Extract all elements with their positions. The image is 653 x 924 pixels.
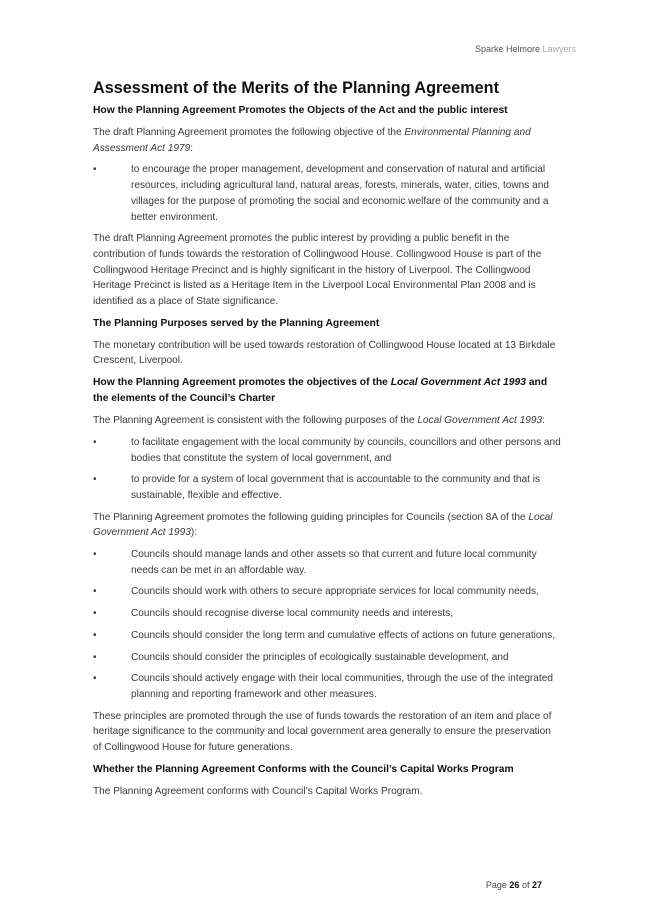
page-total: 27 bbox=[531, 880, 542, 890]
header-brand-sub: Lawyers bbox=[539, 44, 576, 54]
section-heading-capital-works: Whether the Planning Agreement Conforms with the Council’s Capital Works Program bbox=[93, 763, 514, 775]
objects-list bbox=[93, 162, 561, 225]
bullet-icon: • bbox=[93, 474, 97, 486]
list-item: • to provide for a system of local government that is accountable to the community and that is sustainable, flexible and effective. bbox=[93, 474, 541, 501]
list-item: • Councils should consider the principles of ecologically sustainable development, and bbox=[93, 650, 561, 666]
bullet-icon: • bbox=[93, 164, 97, 176]
of-label: of bbox=[521, 880, 530, 890]
page-header bbox=[475, 44, 576, 54]
bullet-icon: • bbox=[93, 651, 97, 663]
act-citation: Local Government Act 1993 bbox=[390, 377, 526, 389]
page-number: 26 bbox=[509, 880, 520, 890]
bullet-icon: • bbox=[93, 608, 97, 620]
header-brand: Sparke Helmore bbox=[474, 44, 540, 54]
act-citation: Local Government Act 1993 bbox=[93, 511, 553, 539]
list-item: • to encourage the proper management, development and conservation of natural and artificial resources, including agricultural land, natural areas, forests, minerals, water, cities, towns and villages for the purpose of promoting the social and economic welfare of the community and a better environment. bbox=[93, 164, 549, 223]
list-item: • Councils should actively engage with their local communities, through the use of the integrated planning and reporting framework and other measures. bbox=[93, 673, 553, 700]
page-title: Assessment of the Merits of the Planning Agreement bbox=[93, 79, 499, 97]
act-citation: Local Government Act 1993 bbox=[417, 415, 543, 427]
bullet-icon: • bbox=[93, 436, 97, 448]
list-item: • Councils should consider the long term and cumulative effects of actions on future generations, bbox=[93, 628, 561, 644]
purposes-paragraph: The monetary contribution will be used towards restoration of Collingwood House located at 13 Birkdale Crescent, Liverpool. bbox=[93, 339, 556, 367]
act-citation: Environmental Planning and Assessment Act 1979 bbox=[93, 127, 531, 154]
page-footer bbox=[486, 880, 542, 890]
principles-list bbox=[93, 547, 561, 703]
list-item: • Councils should manage lands and other assets so that current and future local community needs can be met in an affordable way. bbox=[93, 549, 537, 576]
objects-intro: The draft Planning Agreement promotes the following objective of the Environmental Planning and Assessment Act 1979: bbox=[93, 127, 531, 154]
section-heading-purposes: The Planning Purposes served by the Planning Agreement bbox=[93, 317, 380, 329]
lga-intro: The Planning Agreement is consistent with the following purposes of the Local Government Act 1993: bbox=[93, 415, 545, 427]
bullet-icon: • bbox=[93, 549, 97, 561]
section-heading-objects: How the Planning Agreement Promotes the Objects of the Act and the public interest bbox=[93, 105, 508, 116]
list-item: • Councils should recognise diverse local community needs and interests, bbox=[93, 606, 561, 622]
bullet-icon: • bbox=[93, 586, 97, 598]
lga-purposes-list bbox=[93, 435, 561, 504]
bullet-icon: • bbox=[93, 673, 97, 685]
capital-works-paragraph: The Planning Agreement conforms with Council’s Capital Works Program. bbox=[93, 785, 423, 797]
public-interest-paragraph: The draft Planning Agreement promotes the public interest by providing a public benefit in the contribution of funds towards the restoration of Collingwood House. Collingwood House is part of the Collingwood Heritage Precinct and is highly significant in the history of Liverpool. The Collingwood Heritage Precinct is listed as a Heritage Item in the Liverpool Local Environmental Plan 2008 and is identified as a place of State significance. bbox=[93, 233, 542, 308]
principles-paragraph: These principles are promoted through the use of funds towards the restoration of an item and place of heritage significance to the community and local government area generally to ensure the preservation of Collingwood House for future generations. bbox=[93, 710, 552, 754]
list-item: • to facilitate engagement with the local community by councils, councillors and other persons and bodies that constitute the system of local government, and bbox=[93, 436, 561, 464]
bullet-icon: • bbox=[93, 629, 97, 641]
page-label: Page bbox=[485, 880, 507, 890]
section-heading-lga: How the Planning Agreement promotes the objectives of the Local Government Act 1993 and the elements of the Council’s Charter bbox=[93, 377, 548, 405]
list-item: • Councils should work with others to secure appropriate services for local community needs, bbox=[93, 584, 561, 600]
document-body bbox=[93, 78, 561, 806]
principles-intro: The Planning Agreement promotes the following guiding principles for Councils (section 8A of the Local Government Act 1993): bbox=[93, 511, 553, 539]
